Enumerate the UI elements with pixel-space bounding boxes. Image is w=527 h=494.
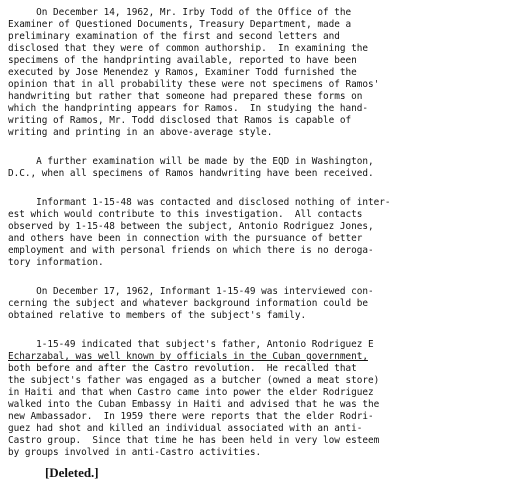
- paragraph-5-line-3: both before and after the Castro revolution. He recalled that: [8, 363, 357, 374]
- paragraph-1-line-3: preliminary examination of the first and second letters and: [8, 31, 340, 42]
- paragraph-3-line-4: and others have been in connection with the pursuance of better: [8, 233, 363, 244]
- paragraph-1-line-5: specimens of the handprinting available, reported to have been: [8, 55, 357, 66]
- paragraph-5-line-5: in Haiti and that when Castro came into power the elder Rodriguez: [8, 387, 374, 398]
- paragraph-5-line-6: walked into the Cuban Embassy in Haiti and advised that he was the: [8, 399, 380, 410]
- paragraph-1-line-11: writing and printing in an above-average style.: [8, 127, 273, 138]
- paragraph-3-line-1: Informant 1-15-48 was contacted and disclosed nothing of inter-: [8, 197, 391, 208]
- paragraph-5-line-1: 1-15-49 indicated that subject's father, Antonio Rodriguez E: [8, 339, 374, 350]
- paragraph-1-line-1: On December 14, 1962, Mr. Irby Todd of the Office of the: [8, 7, 352, 18]
- paragraph-1-line-6: executed by Jose Menendez y Ramos, Examiner Todd furnished the: [8, 67, 357, 78]
- paragraph-4-line-2: cerning the subject and whatever background information could be: [8, 298, 368, 309]
- deleted-note: [Deleted.]: [45, 465, 99, 480]
- paragraph-2-line-1: A further examination will be made by the EQD in Washington,: [8, 156, 374, 167]
- paragraph-1-line-9: which the handprinting appears for Ramos. In studying the hand-: [8, 103, 368, 114]
- paragraph-4-line-3: obtained relative to members of the subject's family.: [8, 310, 307, 321]
- paragraph-5-line-7: new Ambassador. In 1959 there were reports that the elder Rodri-: [8, 411, 374, 422]
- paragraph-5-line-8: guez had shot and killed an individual associated with an anti-: [8, 423, 363, 434]
- paragraph-1-line-4: disclosed that they were of common authorship. In examining the: [8, 43, 368, 54]
- paragraph-3-line-6: tory information.: [8, 257, 104, 268]
- paragraph-1-line-8: handwriting but rather that someone had prepared these forms on: [8, 91, 363, 102]
- paragraph-1-line-10: writing of Ramos, Mr. Todd disclosed that Ramos is capable of: [8, 115, 352, 126]
- paragraph-4-line-1: On December 17, 1962, Informant 1-15-49 was interviewed con-: [8, 286, 374, 297]
- paragraph-2-line-2: D.C., when all specimens of Ramos handwriting have been received.: [8, 168, 374, 179]
- paragraph-5-line-10: by groups involved in anti-Castro activities.: [8, 447, 262, 458]
- paragraph-3-line-2: est which would contribute to this investigation. All contacts: [8, 209, 363, 220]
- paragraph-1-line-7: opinion that in all probability these were not specimens of Ramos': [8, 79, 380, 90]
- paragraph-3-line-3: observed by 1-15-48 between the subject, Antonio Rodriguez Jones,: [8, 221, 374, 232]
- paragraph-5-line-4: the subject's father was engaged as a butcher (owned a meat store): [8, 375, 380, 386]
- paragraph-5-line-2: Echarzabal, was well known by officials in the Cuban government,: [8, 351, 368, 362]
- paragraph-3-line-5: employment and with personal friends on which there is no deroga-: [8, 245, 374, 256]
- paragraph-5-line-9: Castro group. Since that time he has been held in very low esteem: [8, 435, 380, 446]
- paragraph-1-line-2: Examiner of Questioned Documents, Treasury Department, made a: [8, 19, 352, 30]
